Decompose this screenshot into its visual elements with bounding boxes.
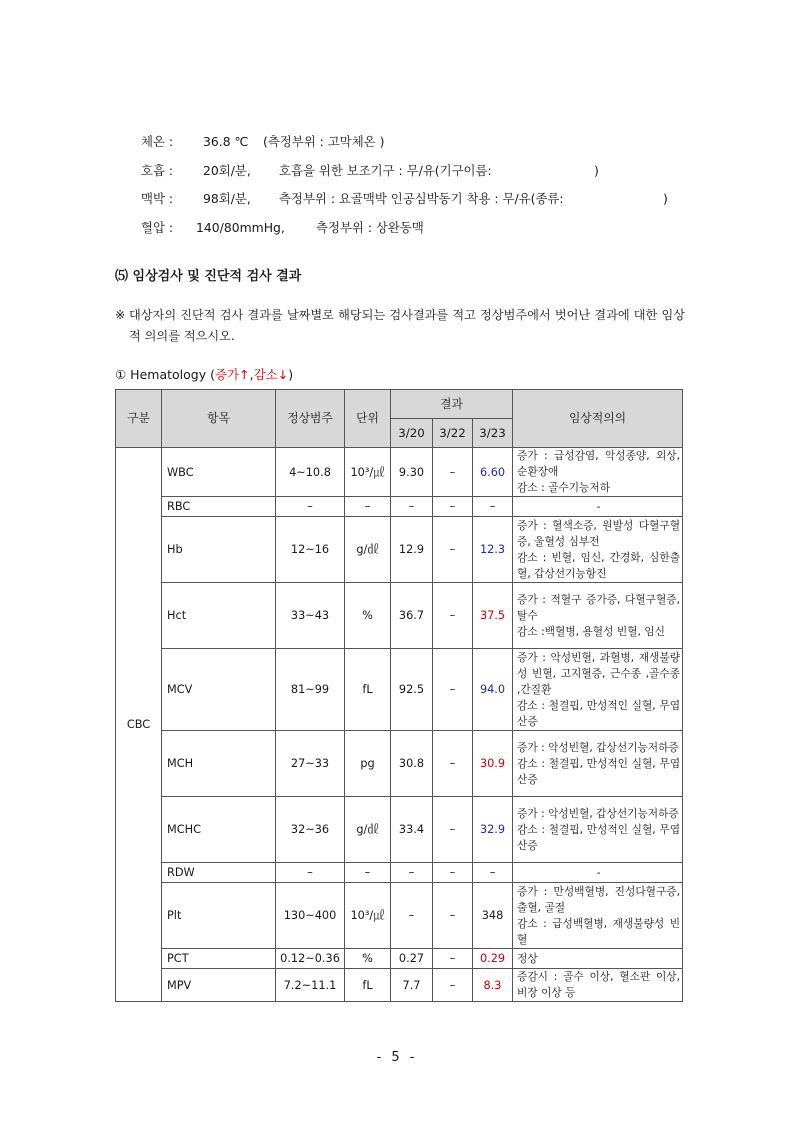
significance-cell	[513, 797, 683, 863]
pulse-label: 맥박 :	[141, 191, 174, 206]
resp-device: 호흡을 위한 보조기구 : 무/유(기구이름:	[279, 162, 492, 178]
result-3-20-cell: –	[391, 497, 433, 517]
vital-respiration	[141, 157, 668, 186]
unit-cell: 10³/㎕	[345, 448, 391, 497]
significance-line: 증가 : 악성빈혈, 갑상선기능저하증	[517, 806, 679, 820]
resp-close: )	[594, 162, 599, 178]
significance-line: 증가 : 급성감염, 악성종양, 외상, 순환장애	[517, 449, 681, 478]
temp-value: 36.8 ℃	[203, 134, 249, 149]
result-3-22-cell: –	[433, 497, 473, 517]
unit-cell: –	[345, 497, 391, 517]
vital-temperature	[141, 128, 668, 157]
item-cell: RDW	[162, 863, 276, 883]
result-3-23-cell: 94.0	[473, 649, 513, 731]
result-3-22-cell: –	[433, 649, 473, 731]
unit-cell: g/㎗	[345, 517, 391, 583]
result-3-23-cell: 8.3	[473, 969, 513, 1002]
item-cell: WBC	[162, 448, 276, 497]
result-3-20-cell: 12.9	[391, 517, 433, 583]
page-number: - 5 -	[376, 1050, 418, 1065]
table-row	[116, 949, 683, 969]
hematology-suffix: )	[288, 367, 294, 382]
result-3-20-cell: 30.8	[391, 731, 433, 797]
item-cell: Plt	[162, 883, 276, 949]
table-row	[116, 731, 683, 797]
resp-value: 20회/분,	[203, 162, 251, 178]
header-category: 구분	[116, 390, 162, 448]
significance-line: 증가 : 악성빈혈, 갑상선기능저하증	[517, 740, 679, 754]
bp-value: 140/80mmHg,	[196, 219, 285, 235]
result-3-22-cell: –	[433, 448, 473, 497]
significance-line: 감소 : 철결핍, 만성적인 실혈, 무엽산증	[517, 756, 681, 786]
significance-cell	[513, 731, 683, 797]
note-text: 대상자의 진단적 검사 결과를 날짜별로 해당되는 검사결과를 적고 정상범주에서 벗어난 결과에 대한 임상적 의의를 적으시오.	[129, 308, 685, 343]
legend-decrease: 감소↓	[253, 367, 289, 382]
significance-line: 감소 : 철결핍, 만성적인 실혈, 무엽산증	[517, 822, 681, 852]
unit-cell: fL	[345, 649, 391, 731]
table-row	[116, 969, 683, 1002]
significance-cell	[513, 497, 683, 517]
header-normal-range: 정상범주	[276, 390, 345, 448]
significance-cell	[513, 448, 683, 497]
significance-cell	[513, 949, 683, 969]
result-3-22-cell: –	[433, 731, 473, 797]
range-cell: 12~16	[276, 517, 345, 583]
significance-line: 감소 : 빈혈, 임신, 간경화, 심한출혈, 갑상선기능항진	[517, 550, 681, 580]
item-cell: MPV	[162, 969, 276, 1002]
table-row	[116, 448, 683, 497]
item-cell: RBC	[162, 497, 276, 517]
bp-site: 측정부위 : 상완동맥	[316, 219, 424, 235]
item-cell: Hb	[162, 517, 276, 583]
result-3-22-cell: –	[433, 949, 473, 969]
result-3-23-cell: 0.29	[473, 949, 513, 969]
range-cell: –	[276, 863, 345, 883]
range-cell: 27~33	[276, 731, 345, 797]
significance-line: 감소 : 철결핍, 만성적인 실혈, 무엽산증	[517, 698, 681, 728]
temp-site: (측정부위 : 고막체온 )	[263, 134, 385, 149]
result-3-23-cell: –	[473, 863, 513, 883]
range-cell: –	[276, 497, 345, 517]
result-3-22-cell: –	[433, 797, 473, 863]
header-significance: 임상적의의	[513, 390, 683, 448]
significance-cell	[513, 863, 683, 883]
significance-line: -	[596, 865, 601, 879]
item-cell: MCH	[162, 731, 276, 797]
range-cell: 4~10.8	[276, 448, 345, 497]
table-row	[116, 797, 683, 863]
significance-line: 증가 : 악성빈혈, 과혈병, 재생불량성 빈혈, 고지혈증, 근수종 ,골수종 ,간질환	[517, 650, 681, 696]
unit-cell: g/㎗	[345, 797, 391, 863]
range-cell: 81~99	[276, 649, 345, 731]
legend-increase: 증가↑	[214, 367, 250, 382]
significance-line: 증가 : 혈색소증, 원발성 다혈구혈증, 울혈성 심부전	[517, 518, 681, 548]
significance-line: -	[596, 499, 601, 513]
temp-label: 체온 :	[141, 134, 174, 149]
significance-line: 증감시 : 골수 이상, 혈소판 이상, 비장 이상 등	[517, 970, 681, 999]
result-3-22-cell: –	[433, 969, 473, 1002]
legend-separator: ,	[249, 367, 254, 382]
significance-cell	[513, 583, 683, 649]
result-3-20-cell: –	[391, 863, 433, 883]
result-3-20-cell: 92.5	[391, 649, 433, 731]
result-3-22-cell: –	[433, 883, 473, 949]
hematology-table	[115, 389, 683, 1002]
header-unit: 단위	[345, 390, 391, 448]
instruction-note	[115, 305, 685, 347]
result-3-23-cell: 348	[473, 883, 513, 949]
table-row	[116, 497, 683, 517]
result-3-20-cell: 36.7	[391, 583, 433, 649]
significance-line: 증가 : 적혈구 증가증, 다혈구혈증, 탈수	[517, 592, 681, 622]
table-row	[116, 583, 683, 649]
pulse-close: )	[663, 191, 668, 206]
result-3-23-cell: 37.5	[473, 583, 513, 649]
range-cell: 32~36	[276, 797, 345, 863]
header-date-1: 3/20	[391, 419, 433, 448]
pulse-value: 98회/분,	[203, 191, 251, 206]
significance-line: 감소 :백혈병, 용혈성 빈혈, 임신	[517, 624, 665, 638]
pulse-site: 측정부위 : 요골맥박 인공심박동기 착용 : 무/유(종류:	[279, 191, 564, 206]
hematology-heading	[115, 365, 293, 383]
range-cell: 130~400	[276, 883, 345, 949]
note-mark: ※	[115, 308, 126, 322]
range-cell: 0.12~0.36	[276, 949, 345, 969]
item-cell: Hct	[162, 583, 276, 649]
result-3-23-cell: 30.9	[473, 731, 513, 797]
item-cell: PCT	[162, 949, 276, 969]
table-row	[116, 863, 683, 883]
result-3-20-cell: 7.7	[391, 969, 433, 1002]
significance-line: 감소 : 골수기능저하	[517, 481, 611, 494]
result-3-23-cell: 6.60	[473, 448, 513, 497]
result-3-23-cell: 12.3	[473, 517, 513, 583]
range-cell: 33~43	[276, 583, 345, 649]
section-title: ⑸ 임상검사 및 진단적 검사 결과	[115, 269, 302, 284]
significance-cell	[513, 517, 683, 583]
category-cell: CBC	[116, 448, 162, 1002]
unit-cell: %	[345, 583, 391, 649]
result-3-20-cell: 9.30	[391, 448, 433, 497]
item-cell: MCV	[162, 649, 276, 731]
vital-blood-pressure	[141, 214, 668, 243]
result-3-22-cell: –	[433, 517, 473, 583]
significance-cell	[513, 649, 683, 731]
result-3-23-cell: 32.9	[473, 797, 513, 863]
header-date-2: 3/22	[433, 419, 473, 448]
unit-cell: fL	[345, 969, 391, 1002]
result-3-20-cell: 33.4	[391, 797, 433, 863]
hematology-prefix: ① Hematology (	[115, 367, 215, 382]
unit-cell: –	[345, 863, 391, 883]
range-cell: 7.2~11.1	[276, 969, 345, 1002]
result-3-22-cell: –	[433, 863, 473, 883]
item-cell: MCHC	[162, 797, 276, 863]
significance-line: 감소 : 급성백혈병, 재생불량성 빈혈	[517, 916, 681, 946]
resp-label: 호흡 :	[141, 162, 174, 178]
result-3-20-cell: 0.27	[391, 949, 433, 969]
significance-cell	[513, 883, 683, 949]
table-row	[116, 649, 683, 731]
unit-cell: pg	[345, 731, 391, 797]
significance-cell	[513, 969, 683, 1002]
table-row	[116, 883, 683, 949]
vital-signs	[141, 128, 668, 242]
vital-pulse	[141, 185, 668, 214]
significance-line: 정상	[517, 951, 538, 965]
significance-line: 증가 : 만성백혈병, 진성다혈구증, 출혈, 골절	[517, 884, 681, 914]
header-result: 결과	[391, 390, 513, 419]
bp-label: 혈압 :	[141, 219, 174, 235]
header-item: 항목	[162, 390, 276, 448]
unit-cell: %	[345, 949, 391, 969]
result-3-20-cell: –	[391, 883, 433, 949]
result-3-23-cell: –	[473, 497, 513, 517]
unit-cell: 10³/㎕	[345, 883, 391, 949]
result-3-22-cell: –	[433, 583, 473, 649]
table-row	[116, 517, 683, 583]
header-date-3: 3/23	[473, 419, 513, 448]
